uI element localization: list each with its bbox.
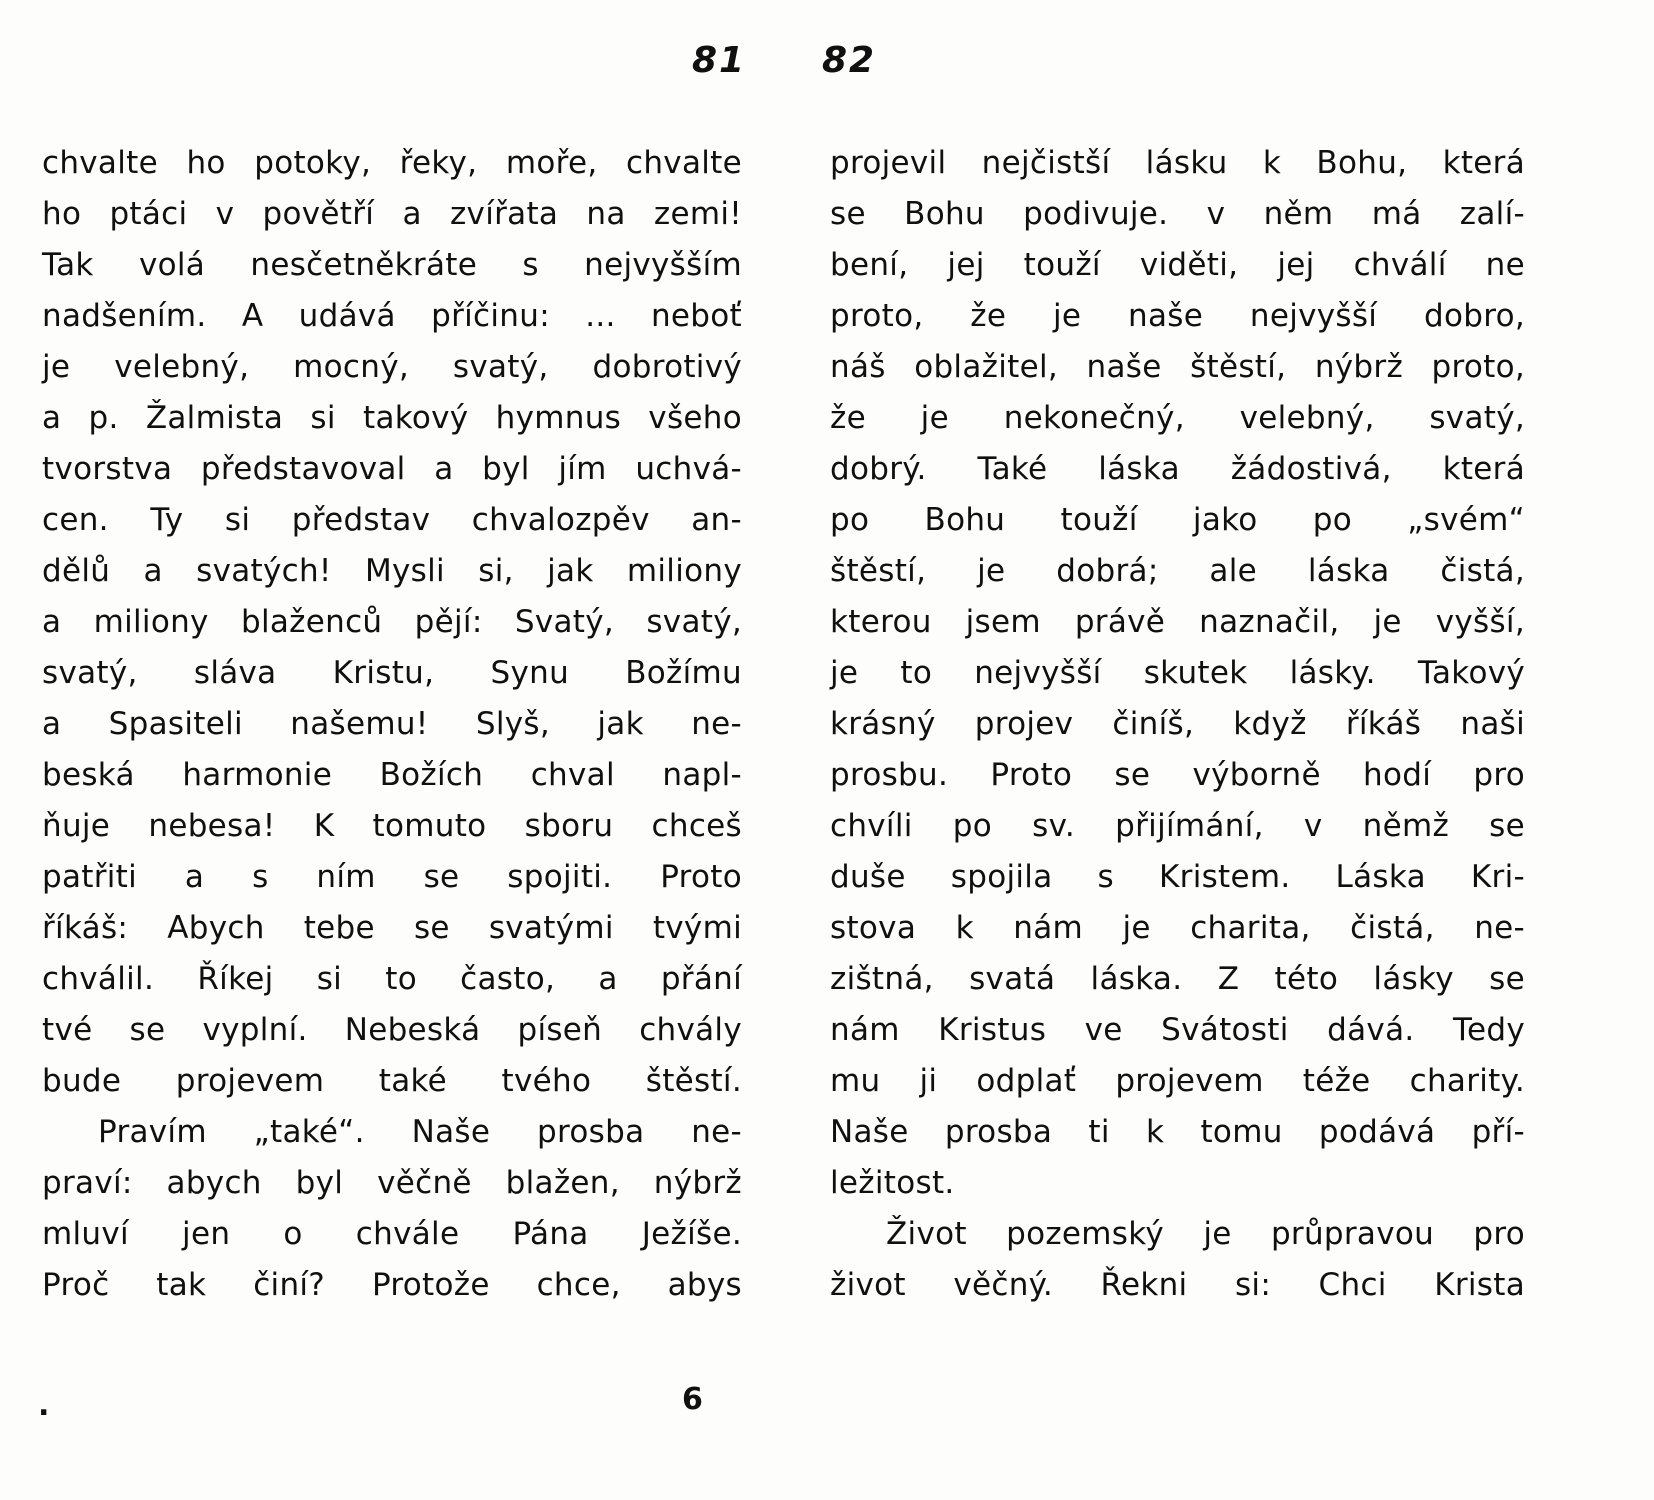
text-line: je to nejvyšší skutek lásky. Takový [830, 655, 1525, 691]
text-line: patřiti a s ním se spojiti. Proto [42, 859, 742, 895]
text-line: Naše prosba ti k tomu podává pří- [830, 1114, 1525, 1150]
text-line: Tak volá nesčetněkráte s nejvyšším [42, 247, 742, 283]
page-81-text-column [42, 138, 742, 1311]
text-line: se Bohu podivuje. v něm má zalí- [830, 196, 1525, 232]
page-number-right: 82 [822, 40, 877, 81]
text-line: chvalte ho potoky, řeky, moře, chvalte [42, 145, 742, 181]
text-line: proto, že je naše nejvyšší dobro, [830, 298, 1525, 334]
text-line: Proč tak činí? Protože chce, abys [42, 1267, 742, 1303]
page-82-text-column [830, 138, 1525, 1311]
text-line: ležitost. [830, 1165, 955, 1201]
text-line: mu ji odplať projevem téže charity. [830, 1063, 1525, 1099]
text-line: a Spasiteli našemu! Slyš, jak ne- [42, 706, 742, 742]
text-line: říkáš: Abych tebe se svatými tvými [42, 910, 742, 946]
text-line: zištná, svatá láska. Z této lásky se [830, 961, 1525, 997]
text-line: krásný projev činíš, když říkáš naši [830, 706, 1525, 742]
signature-number: 6 [682, 1382, 703, 1417]
text-line: beská harmonie Božích chval napl- [42, 757, 742, 793]
text-line: tvorstva představoval a byl jím uchvá- [42, 451, 742, 487]
text-line: Pravím „také“. Naše prosba ne- [98, 1114, 742, 1150]
text-line: mluví jen o chvále Pána Ježíše. [42, 1216, 742, 1252]
text-line: že je nekonečný, velebný, svatý, [830, 400, 1525, 436]
text-line: stova k nám je charita, čistá, ne- [830, 910, 1525, 946]
footer-dot-mark: . [38, 1388, 50, 1423]
text-line: praví: abych byl věčně blažen, nýbrž [42, 1165, 742, 1201]
page-header [0, 40, 1654, 86]
text-line: Život pozemský je průpravou pro [886, 1216, 1525, 1252]
text-line: nám Kristus ve Svátosti dává. Tedy [830, 1012, 1525, 1048]
text-line: dobrý. Také láska žádostivá, která [830, 451, 1525, 487]
text-line: svatý, sláva Kristu, Synu Božímu [42, 655, 742, 691]
text-line: ňuje nebesa! K tomuto sboru chceš [42, 808, 742, 844]
text-line: dělů a svatých! Mysli si, jak miliony [42, 553, 742, 589]
text-line: život věčný. Řekni si: Chci Krista [830, 1267, 1525, 1303]
text-line: nadšením. A udává příčinu: ... neboť [42, 298, 742, 334]
text-line: a miliony blaženců pějí: Svatý, svatý, [42, 604, 742, 640]
text-line: duše spojila s Kristem. Láska Kri- [830, 859, 1525, 895]
text-line: štěstí, je dobrá; ale láska čistá, [830, 553, 1525, 589]
text-line: cen. Ty si představ chvalozpěv an- [42, 502, 742, 538]
text-line: náš oblažitel, naše štěstí, nýbrž proto, [830, 349, 1525, 385]
text-columns [42, 138, 1525, 1311]
text-line: je velebný, mocný, svatý, dobrotivý [42, 349, 742, 385]
text-line: chválil. Říkej si to často, a přání [42, 961, 742, 997]
text-line: chvíli po sv. přijímání, v němž se [830, 808, 1525, 844]
text-line: bude projevem také tvého štěstí. [42, 1063, 742, 1099]
text-line: bení, jej touží viděti, jej chválí ne [830, 247, 1525, 283]
text-line: ho ptáci v povětří a zvířata na zemi! [42, 196, 742, 232]
text-line: a p. Žalmista si takový hymnus všeho [42, 400, 742, 436]
text-line: prosbu. Proto se výborně hodí pro [830, 757, 1525, 793]
text-line: po Bohu touží jako po „svém“ [830, 502, 1525, 538]
text-line: tvé se vyplní. Nebeská píseň chvály [42, 1012, 742, 1048]
text-line: projevil nejčistší lásku k Bohu, která [830, 145, 1525, 181]
page-number-left: 81 [692, 40, 747, 81]
text-line: kterou jsem právě naznačil, je vyšší, [830, 604, 1525, 640]
